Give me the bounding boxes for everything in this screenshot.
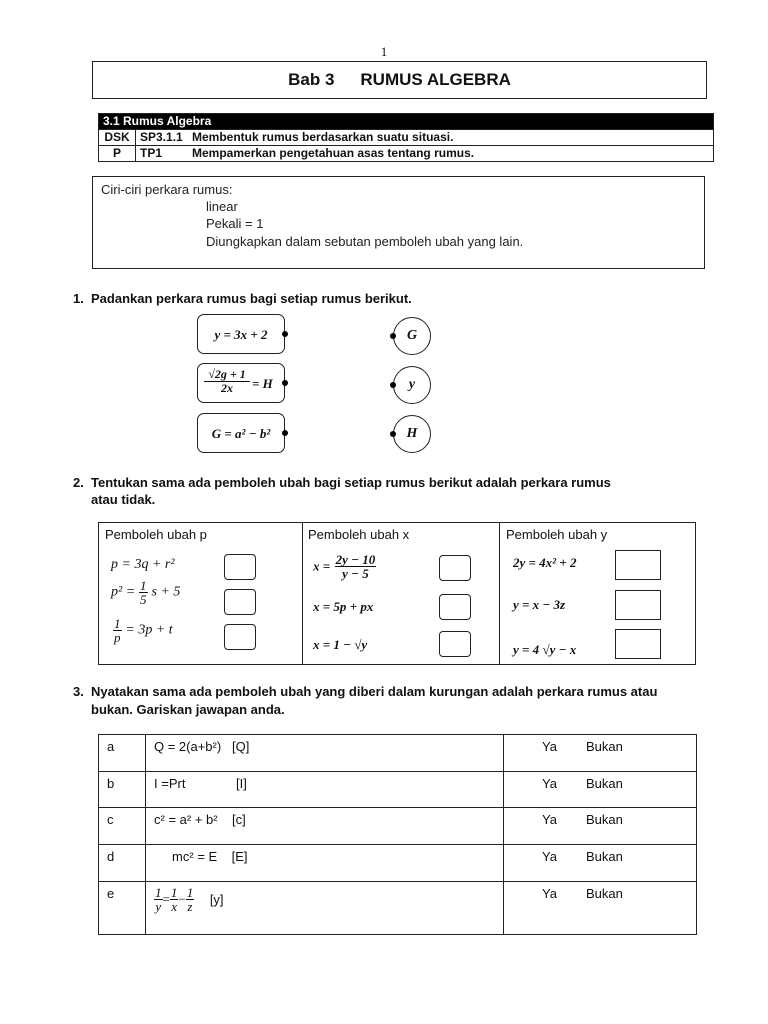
row-formula: $\frac{1}{y}$ = $\frac{1}{x}$ − $\frac{1}{z}$ [y] — [146, 882, 504, 935]
variable-table — [98, 522, 696, 665]
fraction-numerator: 1 — [114, 616, 121, 631]
question-1 — [73, 291, 412, 306]
standards-row — [99, 130, 714, 146]
formula-x-2: x = 5p + px — [313, 599, 374, 614]
formula-y-2: y = x − 3z — [513, 597, 566, 612]
subject-circle — [393, 366, 431, 404]
standards-row-code: SP3.1.1 — [140, 130, 183, 144]
answer-yes[interactable]: Ya — [542, 886, 557, 901]
fraction-numerator: 1 — [140, 578, 147, 593]
answer-box[interactable] — [615, 629, 661, 659]
title-box — [92, 61, 707, 99]
features-box — [92, 176, 705, 269]
subject-table — [98, 734, 697, 935]
answer-yes[interactable]: Ya — [542, 812, 557, 827]
standards-row — [99, 146, 714, 162]
question-text-cont: atau tidak. — [91, 492, 156, 507]
table-row — [99, 882, 697, 935]
formula-text: y = 3x + 2 — [214, 327, 268, 342]
fraction-numerator: 1 — [170, 885, 178, 900]
formula-box-3 — [197, 413, 285, 453]
standards-row-desc: Mempamerkan pengetahuan asas tentang rumus. — [192, 146, 475, 160]
feature-item: linear — [206, 199, 238, 214]
row-formula: c² = a² + b² [c] — [146, 808, 504, 845]
answer-yes[interactable]: Ya — [542, 739, 557, 754]
subject-label: G — [406, 328, 418, 343]
answer-yes[interactable]: Ya — [542, 776, 557, 791]
fraction — [139, 579, 148, 606]
row-label: e — [99, 882, 146, 935]
column-divider — [302, 523, 303, 664]
row-answer — [504, 808, 697, 845]
formula-box-1 — [197, 314, 285, 354]
standards-row-text — [136, 146, 714, 162]
answer-box[interactable] — [224, 589, 256, 615]
question-text: Padankan perkara rumus bagi setiap rumus berikut. — [91, 291, 412, 306]
subject-circle — [393, 415, 431, 453]
subject-circle — [393, 317, 431, 355]
fraction-numerator: 2y − 10 — [335, 552, 376, 567]
match-dot[interactable] — [282, 331, 288, 337]
feature-item: Pekali = 1 — [206, 216, 264, 231]
answer-no[interactable]: Bukan — [586, 739, 623, 754]
question-3 — [73, 683, 657, 719]
row-label: c — [99, 808, 146, 845]
formula-lhs: x = — [313, 558, 331, 574]
fraction-numerator: 1 — [186, 885, 194, 900]
fraction-denominator: 5 — [140, 592, 147, 607]
answer-box[interactable] — [615, 590, 661, 620]
formula-rhs: s + 5 — [151, 584, 181, 600]
formula-box-2 — [197, 363, 285, 403]
fraction — [186, 886, 195, 913]
column-header: Pemboleh ubah x — [308, 527, 410, 542]
subject-label: y — [408, 377, 416, 392]
match-dot[interactable] — [282, 380, 288, 386]
fraction — [113, 617, 122, 644]
fraction-denominator: y − 5 — [342, 566, 369, 581]
match-dot[interactable] — [390, 431, 396, 437]
row-formula: Q = 2(a+b²) [Q] — [146, 735, 504, 772]
formula-y-3: y = 4 √y − x — [513, 642, 577, 657]
fraction — [154, 886, 163, 913]
column-divider — [499, 523, 500, 664]
fraction-denominator: x — [171, 899, 177, 914]
column-header: Pemboleh ubah p — [105, 527, 207, 542]
formula-p-1: p = 3q + r² — [111, 557, 175, 572]
row-label: d — [99, 845, 146, 882]
answer-box[interactable] — [439, 631, 471, 657]
page-title — [93, 70, 706, 90]
question-text: Nyatakan sama ada pemboleh ubah yang diberi dalam kurungan adalah perkara rumus atau — [91, 684, 658, 699]
row-answer — [504, 882, 697, 935]
fraction-denominator: z — [187, 899, 193, 914]
question-number: 2. — [73, 475, 84, 490]
page-number: 1 — [380, 44, 388, 59]
fraction-numerator: √2g + 1 — [204, 368, 250, 382]
fraction — [335, 553, 377, 580]
standards-header: 3.1 Rumus Algebra — [99, 114, 714, 130]
standards-row-label: P — [99, 146, 136, 162]
formula-lhs: p² = — [111, 584, 136, 600]
fraction-denominator: p — [114, 630, 121, 645]
table-row — [99, 772, 697, 808]
subject-label: H — [406, 426, 418, 441]
fraction-numerator: 1 — [155, 885, 162, 900]
row-answer — [504, 845, 697, 882]
chapter-topic: RUMUS ALGEBRA — [360, 70, 511, 89]
table-row — [99, 845, 697, 882]
table-row — [99, 808, 697, 845]
fraction — [204, 368, 250, 395]
answer-no[interactable]: Bukan — [586, 812, 623, 827]
question-number: 1. — [73, 291, 84, 306]
question-text-cont: bukan. Gariskan jawapan anda. — [91, 702, 285, 717]
fraction-denominator: y — [155, 899, 162, 914]
match-dot[interactable] — [390, 382, 396, 388]
answer-yes[interactable]: Ya — [542, 849, 557, 864]
formula-rhs: = H — [252, 376, 273, 391]
row-label: b — [99, 772, 146, 808]
question-2 — [73, 474, 611, 508]
row-formula: I =Prt [I] — [146, 772, 504, 808]
row-label: a — [99, 735, 146, 772]
row-formula: mc² = E [E] — [146, 845, 504, 882]
answer-no[interactable]: Bukan — [586, 776, 623, 791]
formula-y-1: 2y = 4x² + 2 — [513, 555, 577, 570]
standards-table — [98, 113, 714, 162]
answer-no[interactable]: Bukan — [586, 886, 623, 901]
row-answer — [504, 772, 697, 808]
features-title: Ciri-ciri perkara rumus: — [101, 182, 233, 197]
standards-row-desc: Membentuk rumus berdasarkan suatu situasi. — [192, 130, 454, 144]
answer-box[interactable] — [224, 624, 256, 650]
answer-box[interactable] — [224, 554, 256, 580]
row-variable: [y] — [209, 892, 224, 907]
chapter-label: Bab 3 — [288, 70, 335, 89]
formula-x-1 — [313, 553, 376, 580]
standards-row-label: DSK — [99, 130, 136, 146]
table-row — [99, 735, 697, 772]
match-dot[interactable] — [390, 333, 396, 339]
formula-p-2 — [111, 579, 180, 606]
standards-row-code: TP1 — [140, 146, 163, 160]
answer-box[interactable] — [439, 555, 471, 581]
column-header: Pemboleh ubah y — [506, 527, 608, 542]
fraction-denominator: 2x — [221, 381, 233, 395]
formula-x-3: x = 1 − √y — [313, 637, 368, 652]
answer-box[interactable] — [439, 594, 471, 620]
question-text: Tentukan sama ada pemboleh ubah bagi setiap rumus berikut adalah perkara rumus — [91, 475, 611, 490]
answer-no[interactable]: Bukan — [586, 849, 623, 864]
formula-text: G = a² − b² — [211, 426, 271, 441]
formula-p-3 — [113, 617, 173, 644]
feature-item: Diungkapkan dalam sebutan pemboleh ubah yang lain. — [206, 234, 524, 249]
row-answer — [504, 735, 697, 772]
standards-row-text — [136, 130, 714, 146]
match-dot[interactable] — [282, 430, 288, 436]
answer-box[interactable] — [615, 550, 661, 580]
question-number: 3. — [73, 684, 84, 699]
formula-rhs: = 3p + t — [125, 622, 173, 638]
